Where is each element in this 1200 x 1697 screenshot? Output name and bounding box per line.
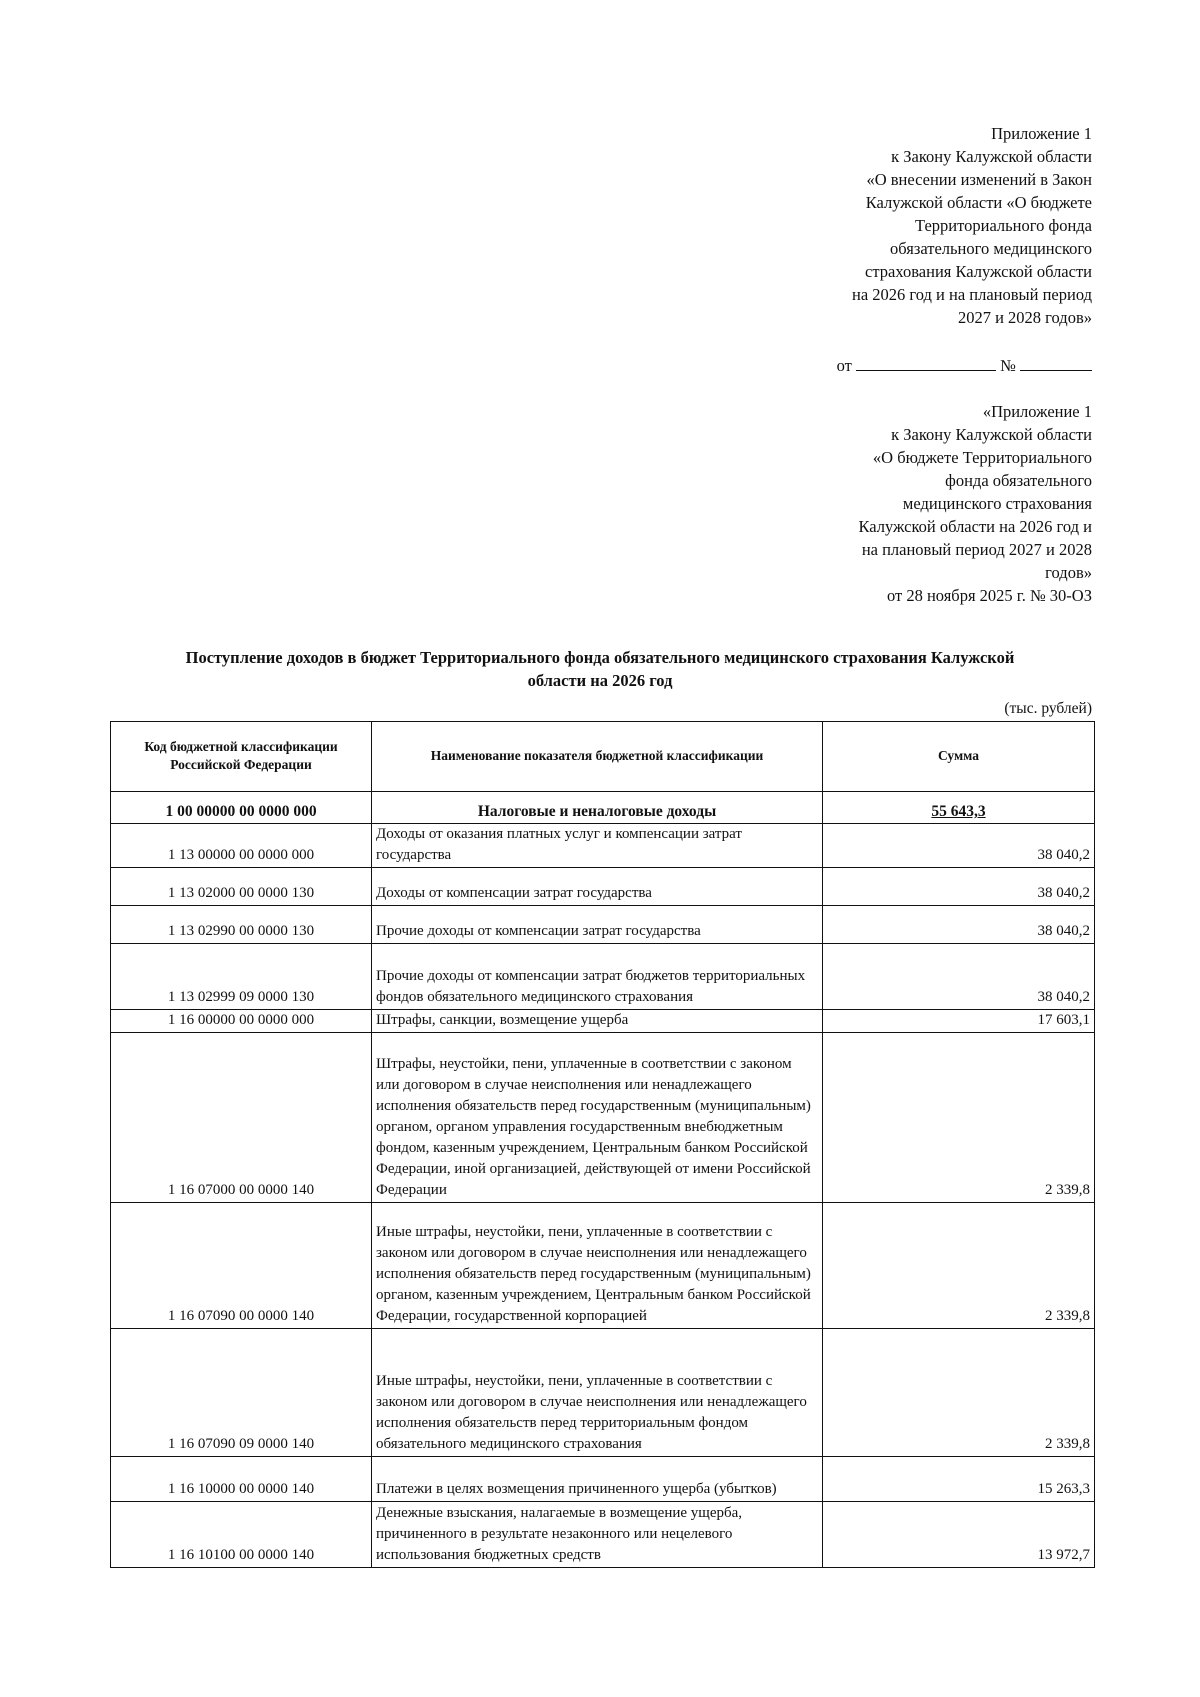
cell-code: 1 16 07000 00 0000 140 (111, 1033, 372, 1203)
annex-original-line: к Закону Калужской области (891, 425, 1092, 444)
cell-sum: 38 040,2 (823, 944, 1095, 1010)
table-row (111, 1329, 1095, 1457)
units-label: (тыс. рублей) (1004, 700, 1092, 717)
table-header-row (111, 722, 1095, 792)
cell-name: Прочие доходы от компенсации затрат государства (372, 906, 823, 944)
annex-header-line: Территориального фонда (915, 216, 1092, 235)
annex-original-line: на плановый период 2027 и 2028 (861, 540, 1092, 559)
cell-sum: 2 339,8 (823, 1203, 1095, 1329)
annex-header-line: к Закону Калужской области (891, 147, 1092, 166)
table-row (111, 1203, 1095, 1329)
cell-code: 1 16 07090 00 0000 140 (111, 1203, 372, 1329)
annex-original-line: от 28 ноября 2025 г. № 30-ОЗ (886, 586, 1092, 605)
annex-date-line (792, 354, 1092, 377)
cell-name: Иные штрафы, неустойки, пени, уплаченные в соответствии с законом или договором в случае неисполнения или ненадлежащего исполнения обязательств перед государственным (муниципальным) органом, казенным учреждением, Центральным банком Российской Федерации, государственной корпорацией (372, 1203, 823, 1329)
annex-original-line: фонда обязательного (945, 471, 1092, 490)
cell-code: 1 13 02999 09 0000 130 (111, 944, 372, 1010)
annex-header-line: «О внесении изменений в Закон (866, 170, 1092, 189)
number-blank (1020, 356, 1092, 371)
date-blank (856, 356, 996, 371)
header-code: Код бюджетной классификации Российской Федерации (111, 722, 372, 792)
cell-sum: 2 339,8 (823, 1033, 1095, 1203)
cell-code: 1 16 10000 00 0000 140 (111, 1457, 372, 1502)
cell-code: 1 13 02990 00 0000 130 (111, 906, 372, 944)
cell-code: 1 13 02000 00 0000 130 (111, 868, 372, 906)
cell-sum: 13 972,7 (823, 1502, 1095, 1568)
annex-original (792, 400, 1092, 607)
table-row-total (111, 792, 1095, 824)
cell-name: Денежные взыскания, налагаемые в возмещение ущерба, причиненного в результате незаконного или нецелевого использования бюджетных средств (372, 1502, 823, 1568)
number-prefix: № (1000, 356, 1016, 375)
table-row (111, 824, 1095, 868)
table-row (111, 1010, 1095, 1033)
annex-header (792, 122, 1092, 329)
cell-sum (823, 792, 1095, 824)
table-row (111, 906, 1095, 944)
cell-name: Штрафы, санкции, возмещение ущерба (372, 1010, 823, 1033)
annex-original-line: годов» (1045, 563, 1092, 582)
cell-code: 1 00 00000 00 0000 000 (111, 792, 372, 824)
title-line-2: области на 2026 год (527, 671, 673, 690)
total-sum-value: 55 643,3 (931, 803, 986, 820)
cell-name: Прочие доходы от компенсации затрат бюджетов территориальных фондов обязательного медицинского страхования (372, 944, 823, 1010)
revenue-table (110, 721, 1095, 1568)
header-name: Наименование показателя бюджетной классификации (372, 722, 823, 792)
table-row (111, 1457, 1095, 1502)
cell-name: Штрафы, неустойки, пени, уплаченные в соответствии с законом или договором в случае неисполнения или ненадлежащего исполнения обязательств перед государственным (муниципальным) органом, органом управления государственным внебюджетным фондом, казенным учреждением, Центральным банком Российской Федерации, иной организацией, действующей от имени Российской Федерации (372, 1033, 823, 1203)
annex-header-line: Приложение 1 (991, 124, 1092, 143)
cell-code: 1 16 07090 09 0000 140 (111, 1329, 372, 1457)
cell-name: Доходы от компенсации затрат государства (372, 868, 823, 906)
cell-code: 1 16 10100 00 0000 140 (111, 1502, 372, 1568)
cell-name: Налоговые и неналоговые доходы (372, 792, 823, 824)
table-row (111, 868, 1095, 906)
cell-name: Платежи в целях возмещения причиненного ущерба (убытков) (372, 1457, 823, 1502)
table-row (111, 1033, 1095, 1203)
annex-header-line: Калужской области «О бюджете (865, 193, 1092, 212)
cell-sum: 38 040,2 (823, 824, 1095, 868)
annex-header-line: страхования Калужской области (865, 262, 1092, 281)
cell-code: 1 13 00000 00 0000 000 (111, 824, 372, 868)
cell-sum: 15 263,3 (823, 1457, 1095, 1502)
annex-header-line: 2027 и 2028 годов» (957, 308, 1092, 327)
annex-original-line: «Приложение 1 (982, 402, 1092, 421)
table-row (111, 944, 1095, 1010)
cell-name: Доходы от оказания платных услуг и компенсации затрат государства (372, 824, 823, 868)
date-prefix: от (836, 356, 852, 375)
header-sum: Сумма (823, 722, 1095, 792)
annex-original-line: медицинского страхования (902, 494, 1092, 513)
annex-original-line: Калужской области на 2026 год и (858, 517, 1092, 536)
annex-original-line: «О бюджете Территориального (872, 448, 1092, 467)
title-line-1: Поступление доходов в бюджет Территориального фонда обязательного медицинского страхования Калужской (185, 648, 1015, 667)
cell-sum: 38 040,2 (823, 868, 1095, 906)
cell-sum: 2 339,8 (823, 1329, 1095, 1457)
document-title (110, 646, 1090, 692)
annex-header-line: обязательного медицинского (890, 239, 1092, 258)
annex-header-line: на 2026 год и на плановый период (852, 285, 1092, 304)
cell-sum: 17 603,1 (823, 1010, 1095, 1033)
cell-code: 1 16 00000 00 0000 000 (111, 1010, 372, 1033)
cell-name: Иные штрафы, неустойки, пени, уплаченные в соответствии с законом или договором в случае неисполнения или ненадлежащего исполнения обязательств перед территориальным фондом обязательного медицинского страхования (372, 1329, 823, 1457)
table-row (111, 1502, 1095, 1568)
cell-sum: 38 040,2 (823, 906, 1095, 944)
